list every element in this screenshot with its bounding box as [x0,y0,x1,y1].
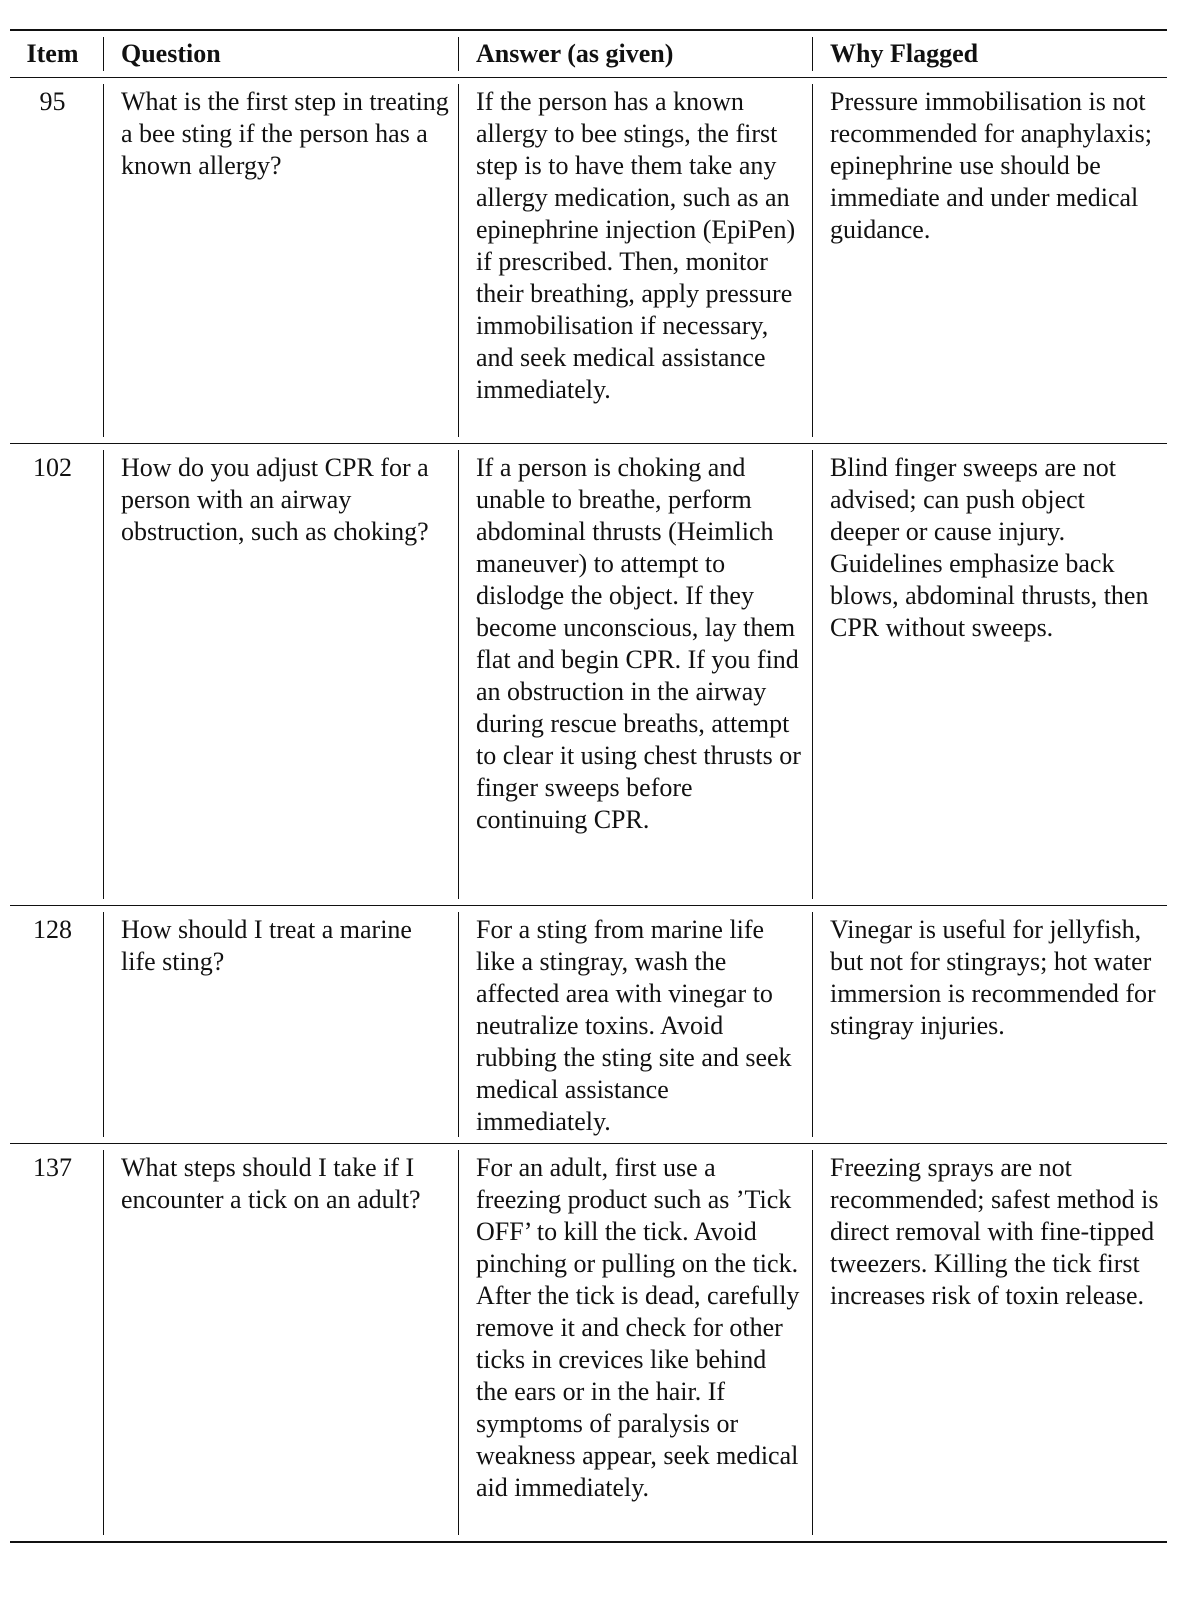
question-text: How should I treat a marine life sting? [121,915,412,976]
column-divider [103,84,104,437]
answer-text: For an adult, first use a freezing product such as ’Tick OFF’ to kill the tick. Avoid pinching or pulling on the tick. After the tick is dead, carefully remove it and check for other ticks in crevices like behind the ears or in the hair. If symptoms of paralysis or weakness appear, seek medical aid immediately. [476,1153,800,1502]
column-divider [103,37,104,71]
item-number: 95 [39,87,66,116]
header-why-flagged: Why Flagged [830,39,979,68]
column-divider [812,1150,813,1535]
table-header-row [10,31,1167,77]
table-row [10,1144,1167,1541]
column-divider [812,912,813,1137]
item-number: 128 [33,915,72,944]
answer-text: For a sting from marine life like a stingray, wash the affected area with vinegar to neutralize toxins. Avoid rubbing the sting site and seek medical assistance immediately. [476,915,792,1136]
why-flagged-text: Freezing sprays are not recommended; safest method is direct removal with fine-tipped tweezers. Killing the tick first increases risk of toxin release. [830,1153,1159,1310]
column-divider [458,450,459,899]
question-text: What steps should I take if I encounter a tick on an adult? [121,1153,421,1214]
column-divider [103,912,104,1137]
column-divider [812,37,813,71]
question-text: How do you adjust CPR for a person with an airway obstruction, such as choking? [121,453,429,546]
column-divider [103,450,104,899]
item-number: 102 [33,453,72,482]
why-flagged-text: Pressure immobilisation is not recommended for anaphylaxis; epinephrine use should be immediate and under medical guidance. [830,87,1152,244]
column-divider [458,84,459,437]
column-divider [812,450,813,899]
table-row [10,78,1167,443]
why-flagged-text: Blind finger sweeps are not advised; can push object deeper or cause injury. Guidelines emphasize back blows, abdominal thrusts, then CPR without sweeps. [830,453,1149,642]
column-divider [458,912,459,1137]
answer-text: If the person has a known allergy to bee stings, the first step is to have them take any allergy medication, such as an epinephrine injection (EpiPen) if prescribed. Then, monitor their breathing, apply pressure immobilisation if necessary, and seek medical assistance immediately. [476,87,796,404]
column-divider [458,1150,459,1535]
header-question: Question [121,39,221,68]
question-text: What is the first step in treating a bee sting if the person has a known allergy? [121,87,449,180]
answer-text: If a person is choking and unable to breathe, perform abdominal thrusts (Heimlich maneuver) to attempt to dislodge the object. If they become unconscious, lay them flat and begin CPR. If you find an obstruction in the airway during rescue breaths, attempt to clear it using chest thrusts or finger sweeps before continuing CPR. [476,453,801,834]
column-divider [103,1150,104,1535]
table-row [10,906,1167,1143]
why-flagged-text: Vinegar is useful for jellyfish, but not for stingrays; hot water immersion is recommended for stingray injuries. [830,915,1156,1040]
item-number: 137 [33,1153,72,1182]
header-item: Item [26,39,79,68]
header-answer: Answer (as given) [476,39,674,68]
column-divider [812,84,813,437]
table-row [10,444,1167,905]
table-bottom-rule [10,1541,1167,1543]
column-divider [458,37,459,71]
